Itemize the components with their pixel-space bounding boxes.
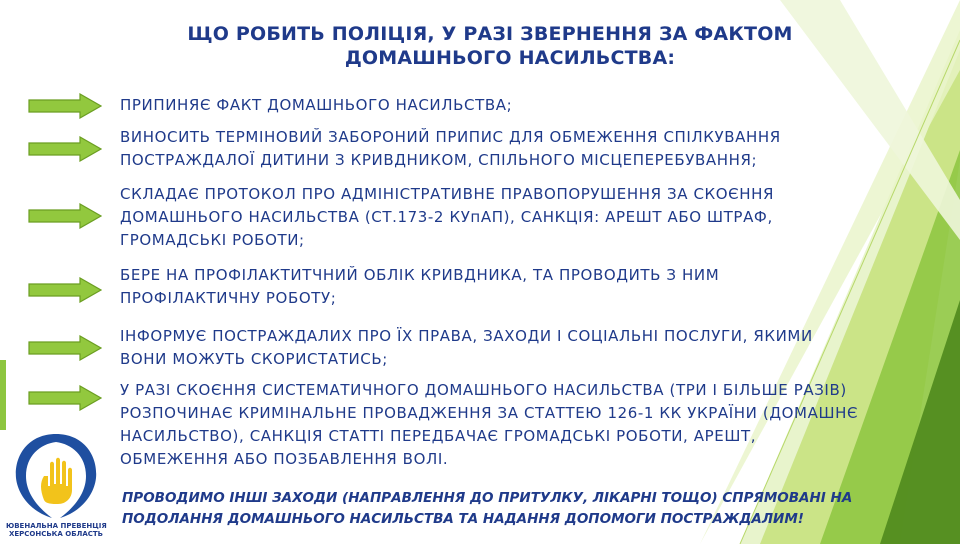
item-text-line: У РАЗІ СКОЄННЯ СИСТЕМАТИЧНОГО ДОМАШНЬОГО НАСИЛЬСТВА (ТРИ І БІЛЬШЕ РАЗІВ): [120, 381, 847, 399]
item-text-line: СКЛАДАЄ ПРОТОКОЛ ПРО АДМІНІСТРАТИВНЕ ПРАВОПОРУШЕННЯ ЗА СКОЄННЯ: [120, 185, 775, 203]
page-title: [120, 22, 860, 70]
title-line-2: ДОМАШНЬОГО НАСИЛЬСТВА:: [344, 47, 676, 69]
item-text-line: НАСИЛЬСТВО), САНКЦІЯ СТАТТІ ПЕРЕДБАЧАЄ ГРОМАДСЬКІ РОБОТИ, АРЕШТ,: [120, 427, 757, 445]
item-text-line: РОЗПОЧИНАЄ КРИМІНАЛЬНЕ ПРОВАДЖЕННЯ ЗА СТАТТЕЮ 126-1 КК УКРАЇНИ (ДОМАШНЄ: [120, 404, 859, 422]
item-text-line: ДОМАШНЬОГО НАСИЛЬСТВА (СТ.173-2 КУпАП), САНКЦІЯ: АРЕШТ АБО ШТРАФ,: [120, 208, 773, 226]
title-line-1: ЩО РОБИТЬ ПОЛІЦІЯ, У РАЗІ ЗВЕРНЕННЯ ЗА ФАКТОМ: [187, 23, 793, 45]
logo-caption-line-2: ХЕРСОНСЬКА ОБЛАСТЬ: [8, 530, 104, 538]
item-text-line: ВОНИ МОЖУТЬ СКОРИСТАТИСЬ;: [120, 350, 388, 368]
footer-line-1: ПРОВОДИМО ІНШІ ЗАХОДИ (НАПРАВЛЕННЯ ДО ПРИТУЛКУ, ЛІКАРНІ ТОЩО) СПРЯМОВАНІ НА: [122, 490, 853, 506]
item-text-line: ОБМЕЖЕННЯ АБО ПОЗБАВЛЕННЯ ВОЛІ.: [120, 450, 449, 468]
logo-caption: [6, 522, 106, 538]
right-arrow-icon: [28, 203, 102, 229]
right-arrow-icon: [28, 93, 102, 119]
item-text-line: БЕРЕ НА ПРОФІЛАКТИТЧНИЙ ОБЛІК КРИВДНИКА, ТА ПРОВОДИТЬ З НИМ: [120, 266, 720, 284]
right-arrow-icon: [28, 136, 102, 162]
item-text-line: ГРОМАДСЬКІ РОБОТИ;: [120, 231, 305, 249]
item-text-line: ПРИПИНЯЄ ФАКТ ДОМАШНЬОГО НАСИЛЬСТВА;: [120, 96, 513, 114]
right-arrow-icon: [28, 335, 102, 361]
footer-line-2: ПОДОЛАННЯ ДОМАШНЬОГО НАСИЛЬСТВА ТА НАДАННЯ ДОПОМОГИ ПОСТРАЖДАЛИМ!: [122, 511, 804, 527]
item-text-line: ПРОФІЛАКТИЧНУ РОБОТУ;: [120, 289, 337, 307]
item-text-line: ВИНОСИТЬ ТЕРМІНОВИЙ ЗАБОРОНИЙ ПРИПИС ДЛЯ ОБМЕЖЕННЯ СПІЛКУВАННЯ: [120, 128, 781, 146]
right-arrow-icon: [28, 385, 102, 411]
right-arrow-icon: [28, 277, 102, 303]
item-text-line: ПОСТРАЖДАЛОЇ ДИТИНИ З КРИВДНИКОМ, СПІЛЬНОГО МІСЦЕПЕРЕБУВАННЯ;: [120, 151, 758, 169]
logo-caption-line-1: ЮВЕНАЛЬНА ПРЕВЕНЦІЯ: [6, 522, 107, 530]
footer-note: [122, 488, 942, 530]
item-text-line: ІНФОРМУЄ ПОСТРАЖДАЛИХ ПРО ЇХ ПРАВА, ЗАХОДИ І СОЦІАЛЬНІ ПОСЛУГИ, ЯКИМИ: [120, 327, 813, 345]
